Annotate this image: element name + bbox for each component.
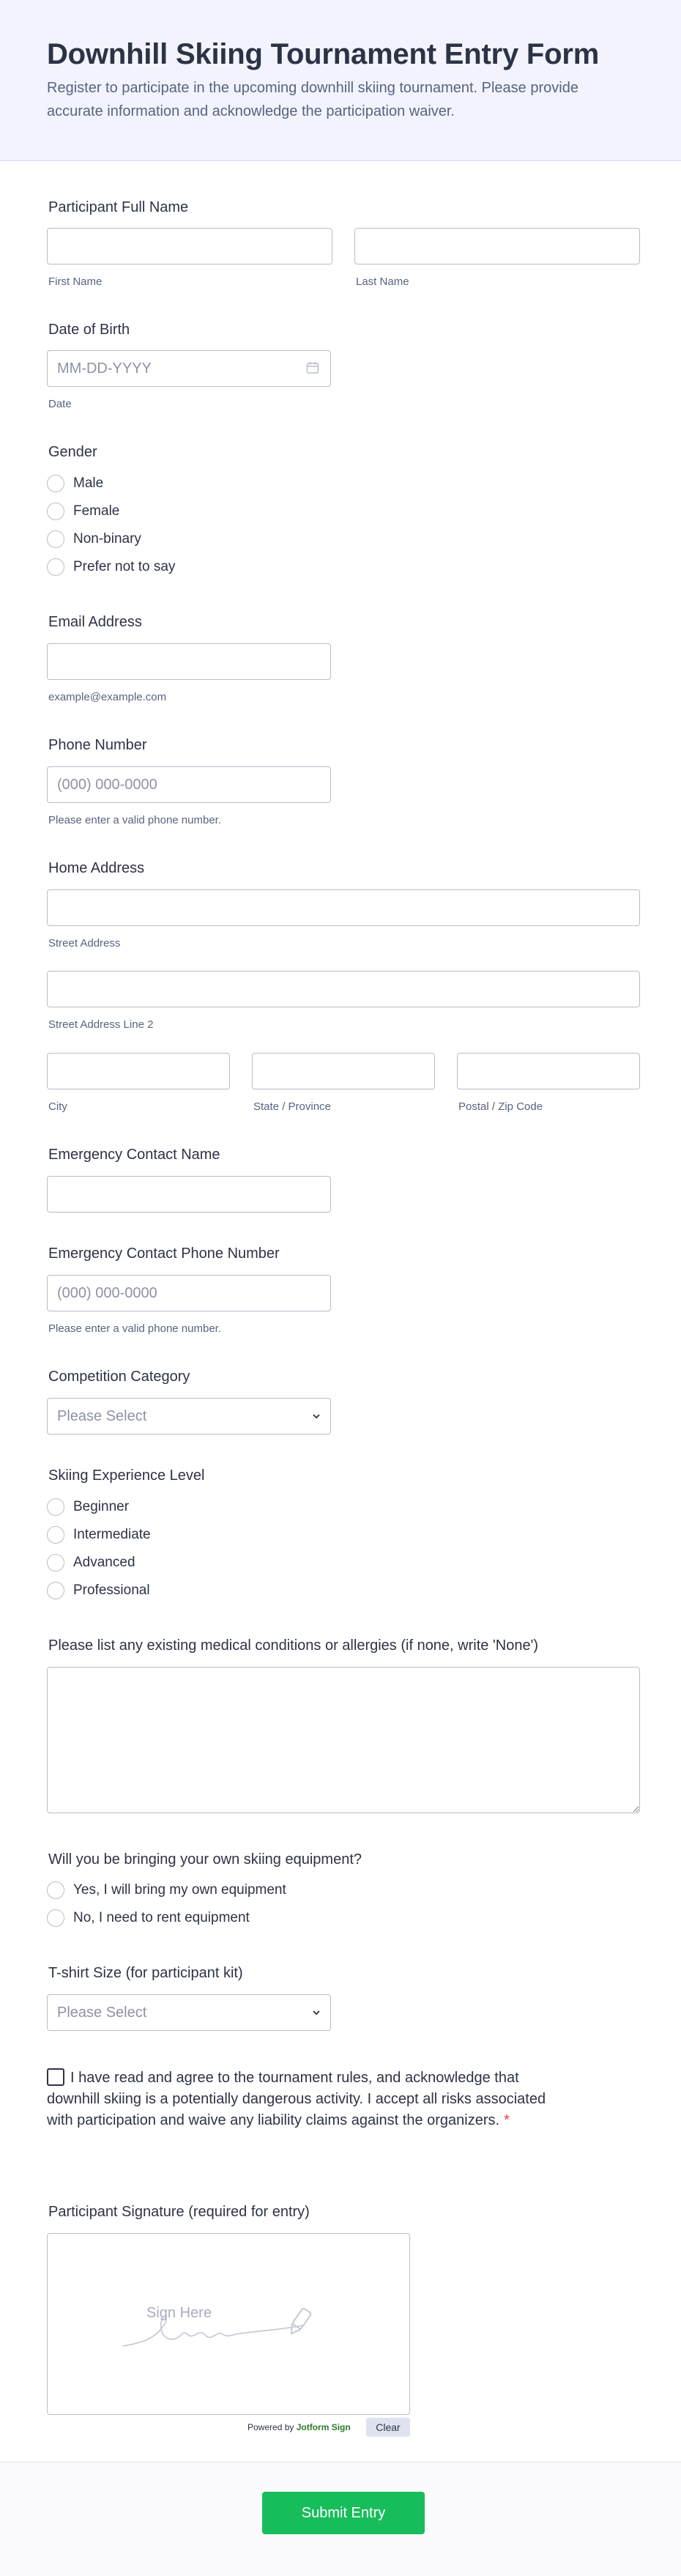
experience-option-intermediate[interactable] <box>47 1525 151 1545</box>
phone-input[interactable] <box>47 766 331 803</box>
street-address-sublabel: Street Address <box>48 937 121 950</box>
equipment-label: Will you be bringing your own skiing equipment? <box>48 1851 362 1868</box>
radio-button[interactable] <box>47 1554 64 1572</box>
emergency-name-label: Emergency Contact Name <box>48 1147 220 1163</box>
radio-label: Intermediate <box>73 1527 151 1542</box>
chevron-down-icon <box>312 2008 321 2017</box>
email-input[interactable] <box>47 643 331 680</box>
radio-label: Male <box>73 475 104 491</box>
dob-label: Date of Birth <box>48 322 130 338</box>
address-label: Home Address <box>48 860 145 876</box>
gender-label: Gender <box>48 444 97 460</box>
phone-label: Phone Number <box>48 737 147 753</box>
emergency-phone-sublabel: Please enter a valid phone number. <box>48 1322 221 1335</box>
city-sublabel: City <box>48 1100 67 1113</box>
last-name-input[interactable] <box>354 228 640 264</box>
emergency-phone-input[interactable] <box>47 1275 331 1311</box>
radio-button[interactable] <box>47 1881 64 1899</box>
dob-input[interactable] <box>47 350 331 387</box>
tshirt-select-value: Please Select <box>57 2004 147 2021</box>
radio-label: Advanced <box>73 1555 135 1570</box>
street-address-line2-sublabel: Street Address Line 2 <box>48 1018 154 1031</box>
dob-sublabel: Date <box>48 398 72 410</box>
state-input[interactable] <box>252 1053 435 1089</box>
city-input[interactable] <box>47 1053 230 1089</box>
radio-label: Female <box>73 503 120 519</box>
calendar-icon[interactable] <box>306 361 319 374</box>
experience-option-advanced[interactable] <box>47 1552 135 1573</box>
experience-option-professional[interactable] <box>47 1580 150 1601</box>
radio-button[interactable] <box>47 1498 64 1516</box>
powered-by-brand[interactable]: Jotform Sign <box>296 2422 351 2432</box>
radio-button[interactable] <box>47 1526 64 1544</box>
experience-label: Skiing Experience Level <box>48 1467 205 1484</box>
form-description: Register to participate in the upcoming downhill skiing tournament. Please provide accurate information and acknowledge the participation waiver. <box>47 80 578 119</box>
submit-button[interactable]: Submit Entry <box>262 2492 425 2534</box>
category-label: Competition Category <box>48 1369 190 1385</box>
medical-textarea[interactable] <box>47 1667 640 1813</box>
first-name-input[interactable] <box>47 228 332 264</box>
state-sublabel: State / Province <box>253 1100 331 1113</box>
first-name-sublabel: First Name <box>48 275 103 288</box>
signature-placeholder: Sign Here <box>146 2305 212 2321</box>
medical-label: Please list any existing medical conditions or allergies (if none, write 'None') <box>48 1637 539 1654</box>
radio-button[interactable] <box>47 558 64 576</box>
street-address-line2-input[interactable] <box>47 971 640 1007</box>
required-mark: * <box>504 2112 510 2128</box>
waiver-checkbox[interactable] <box>47 2068 64 2086</box>
form-header <box>0 0 681 161</box>
email-label: Email Address <box>48 614 142 630</box>
radio-button[interactable] <box>47 1582 64 1599</box>
radio-button[interactable] <box>47 475 64 492</box>
emergency-phone-label: Emergency Contact Phone Number <box>48 1246 280 1262</box>
radio-label: Beginner <box>73 1499 130 1514</box>
radio-label: Professional <box>73 1583 150 1598</box>
gender-option-male[interactable] <box>47 473 103 494</box>
radio-label: No, I need to rent equipment <box>73 1910 250 1925</box>
gender-option-prefer-not[interactable] <box>47 557 175 577</box>
radio-button[interactable] <box>47 1909 64 1927</box>
category-select[interactable] <box>47 1398 331 1435</box>
signature-label: Participant Signature (required for entry) <box>48 2204 310 2220</box>
waiver-consent[interactable] <box>47 2068 559 2131</box>
radio-label: Prefer not to say <box>73 559 176 574</box>
chevron-down-icon <box>312 1412 321 1421</box>
tshirt-select[interactable] <box>47 1994 331 2031</box>
waiver-text: I have read and agree to the tournament rules, and acknowledge that downhill skiing is a potentially dangerous activity. I accept all risks associated with participation and waive any liability claims against the organizers. <box>47 2070 546 2128</box>
zip-sublabel: Postal / Zip Code <box>458 1100 543 1113</box>
powered-by <box>248 2422 351 2432</box>
radio-label: Yes, I will bring my own equipment <box>73 1882 286 1898</box>
radio-button[interactable] <box>47 530 64 548</box>
equipment-option-rent[interactable] <box>47 1908 250 1928</box>
zip-input[interactable] <box>457 1053 640 1089</box>
category-select-value: Please Select <box>57 1407 147 1424</box>
radio-label: Non-binary <box>73 531 141 547</box>
radio-button[interactable] <box>47 503 64 520</box>
street-address-input[interactable] <box>47 889 640 926</box>
tshirt-label: T-shirt Size (for participant kit) <box>48 1965 243 1981</box>
form-title: Downhill Skiing Tournament Entry Form <box>47 38 600 70</box>
email-sublabel: example@example.com <box>48 691 167 703</box>
equipment-option-own[interactable] <box>47 1880 286 1900</box>
last-name-sublabel: Last Name <box>356 275 409 288</box>
emergency-name-input[interactable] <box>47 1176 331 1213</box>
powered-by-prefix: Powered by <box>248 2422 294 2432</box>
participant-name-label: Participant Full Name <box>48 199 189 215</box>
clear-signature-button[interactable]: Clear <box>366 2418 410 2437</box>
experience-option-beginner[interactable] <box>47 1497 129 1517</box>
gender-option-non-binary[interactable] <box>47 529 141 549</box>
phone-sublabel: Please enter a valid phone number. <box>48 814 221 826</box>
gender-option-female[interactable] <box>47 501 119 522</box>
